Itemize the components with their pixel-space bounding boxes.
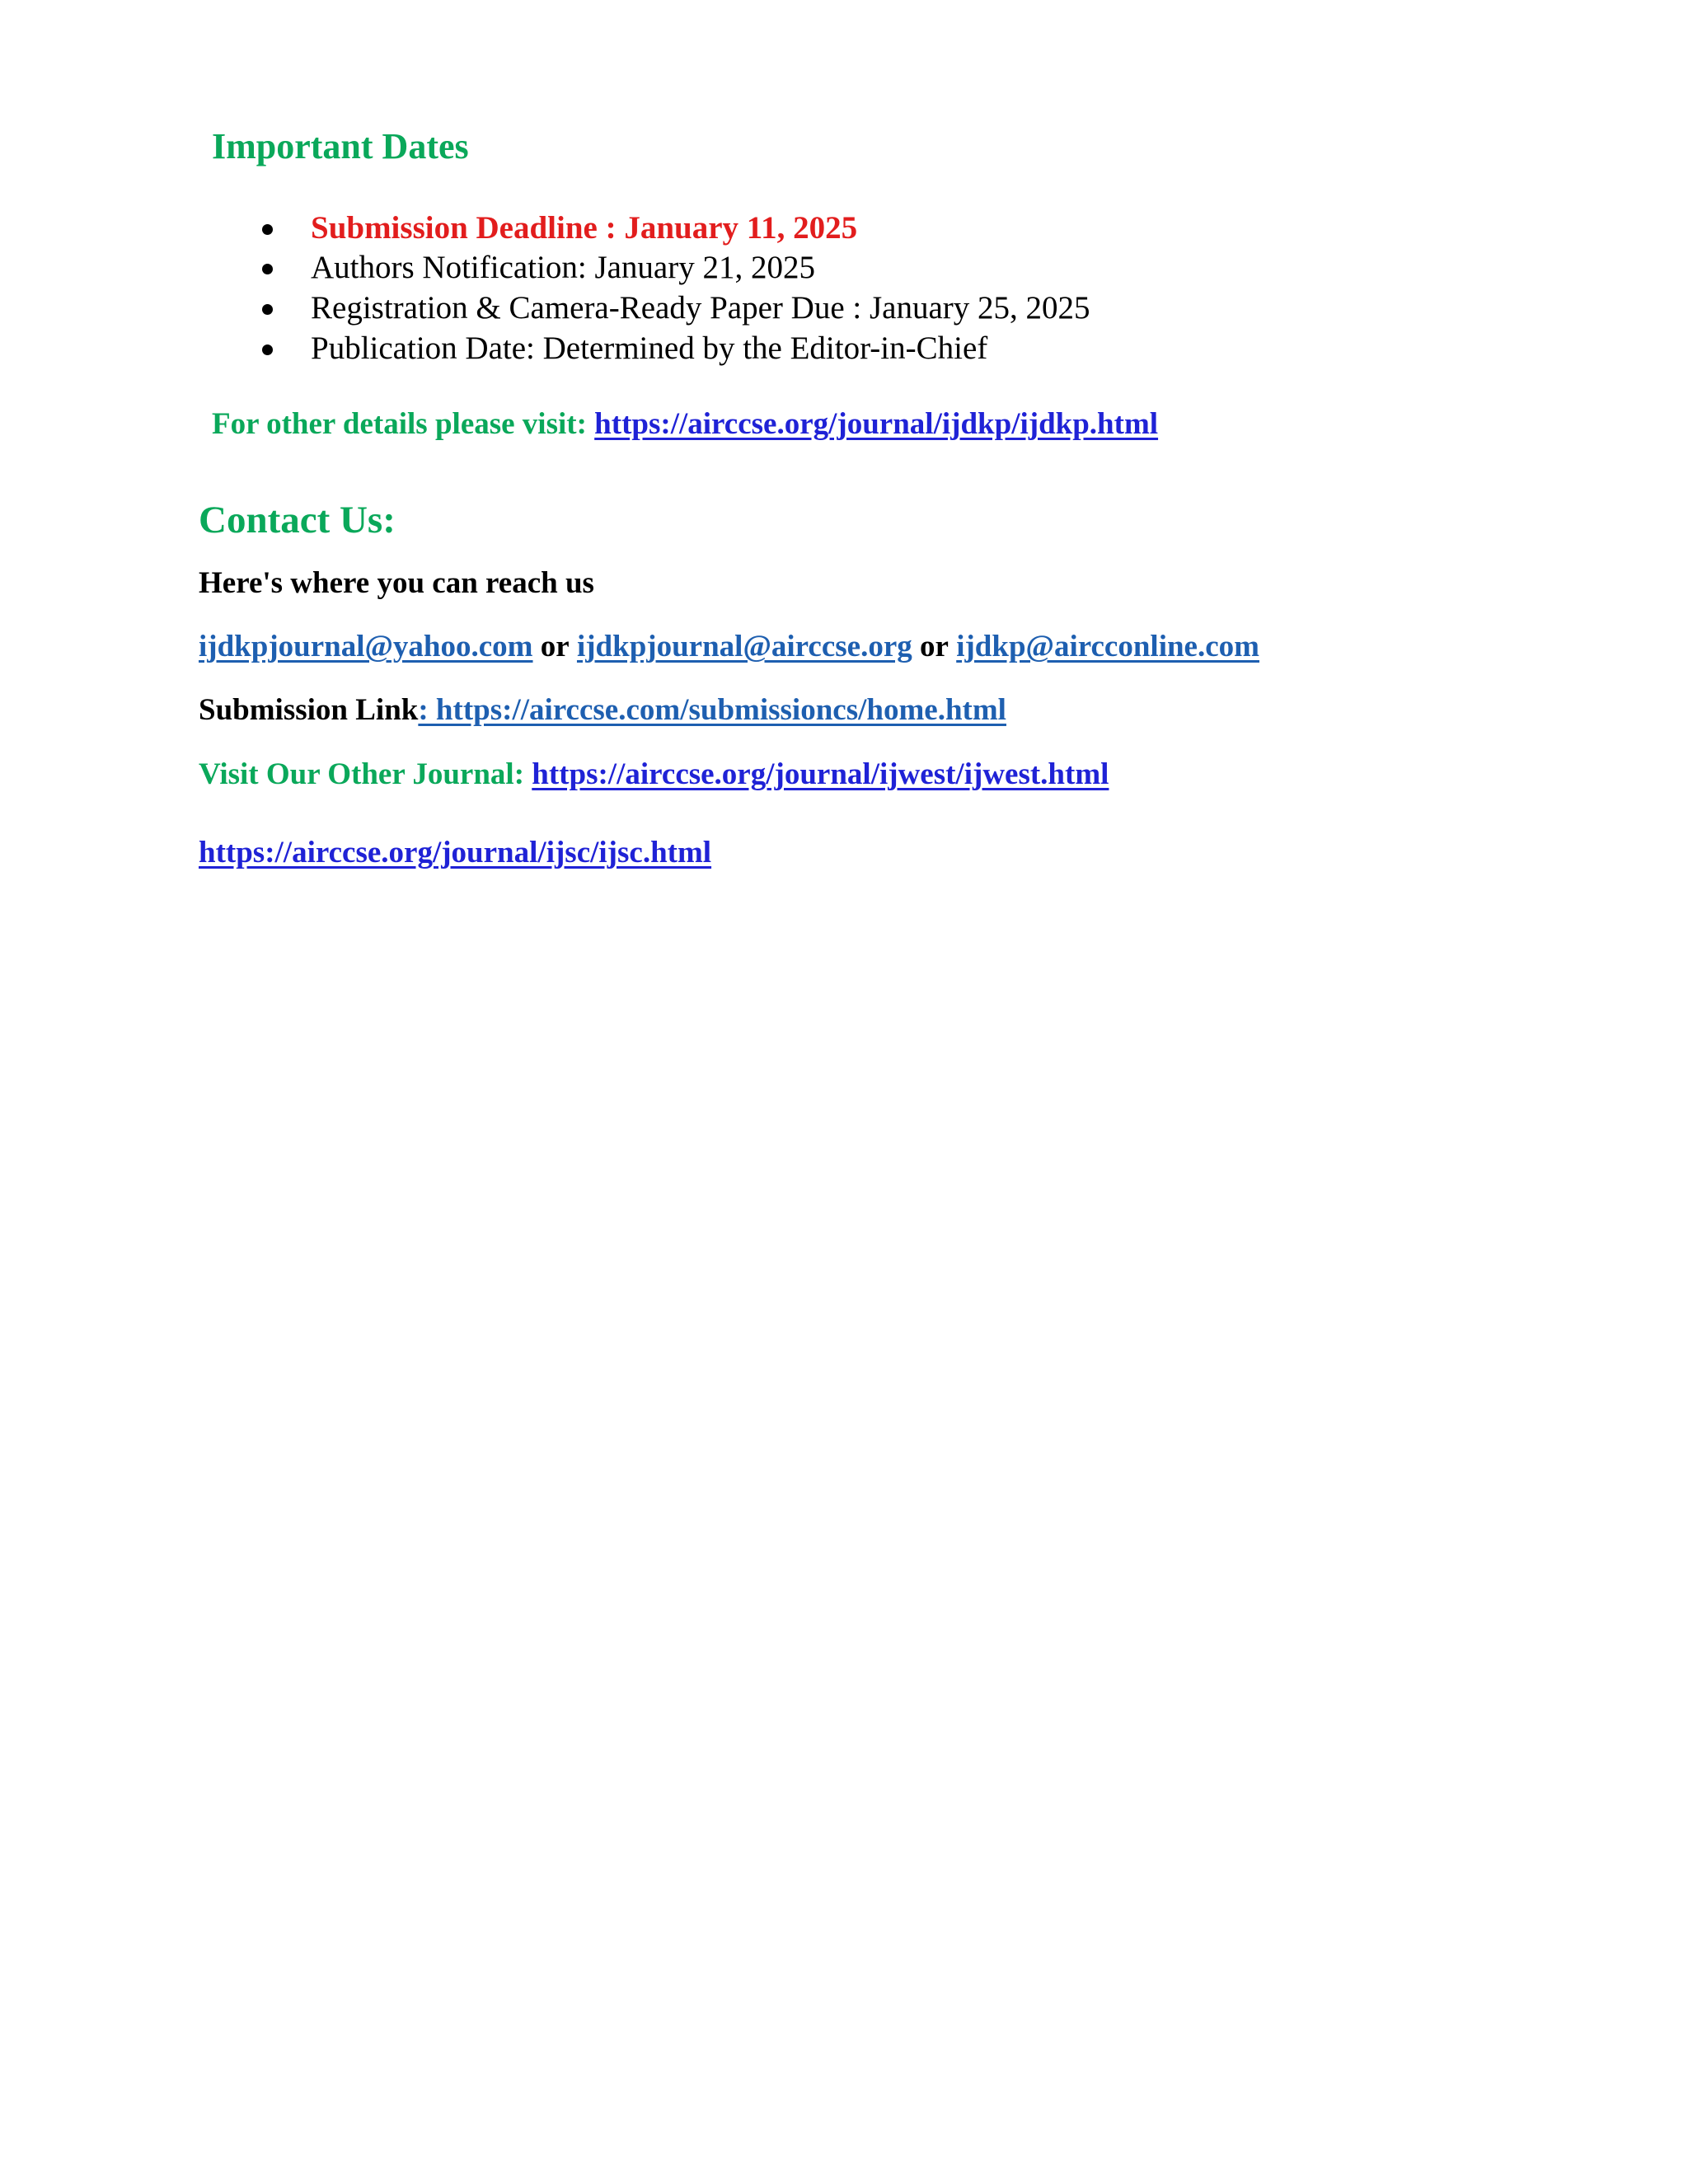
other-journal-line — [199, 754, 1109, 795]
ijsc-journal-link[interactable]: https://airccse.org/journal/ijsc/ijsc.html — [199, 836, 712, 869]
or-separator: or — [540, 630, 570, 663]
reach-us-text: Here's where you can reach us — [199, 566, 594, 600]
submission-deadline-text: Submission Deadline : January 11, 2025 — [311, 210, 858, 246]
bullet-icon — [262, 304, 273, 315]
publication-date-text: Publication Date: Determined by the Editor-in-Chief — [311, 330, 988, 366]
bullet-icon — [262, 264, 273, 274]
bullet-icon — [262, 344, 273, 355]
other-journal-label: Visit Our Other Journal: — [199, 757, 525, 791]
ijwest-journal-link[interactable]: https://airccse.org/journal/ijwest/ijwest.html — [532, 757, 1109, 791]
ijdkp-journal-link[interactable]: https://airccse.org/journal/ijdkp/ijdkp.html — [594, 407, 1159, 441]
submission-link-line — [199, 690, 1006, 731]
submission-link-label: Submission Link — [199, 693, 419, 727]
important-dates-heading: Important Dates — [212, 126, 469, 166]
contact-us-heading: Contact Us: — [199, 499, 396, 541]
bullet-icon — [262, 224, 273, 235]
email-link-aircconline[interactable]: ijdkp@aircconline.com — [956, 630, 1259, 663]
authors-notification-text: Authors Notification: January 21, 2025 — [311, 250, 815, 285]
other-details-label: For other details please visit: — [212, 407, 587, 441]
email-links-line — [199, 626, 1259, 668]
submission-link[interactable]: : https://airccse.com/submissioncs/home.html — [418, 693, 1006, 727]
email-link-yahoo[interactable]: ijdkpjournal@yahoo.com — [199, 630, 533, 663]
registration-due-text: Registration & Camera-Ready Paper Due : January 25, 2025 — [311, 290, 1090, 326]
other-details-line — [212, 404, 1158, 445]
or-separator: or — [920, 630, 949, 663]
ijsc-link-line — [199, 832, 711, 874]
email-link-airccse[interactable]: ijdkpjournal@airccse.org — [576, 630, 912, 663]
